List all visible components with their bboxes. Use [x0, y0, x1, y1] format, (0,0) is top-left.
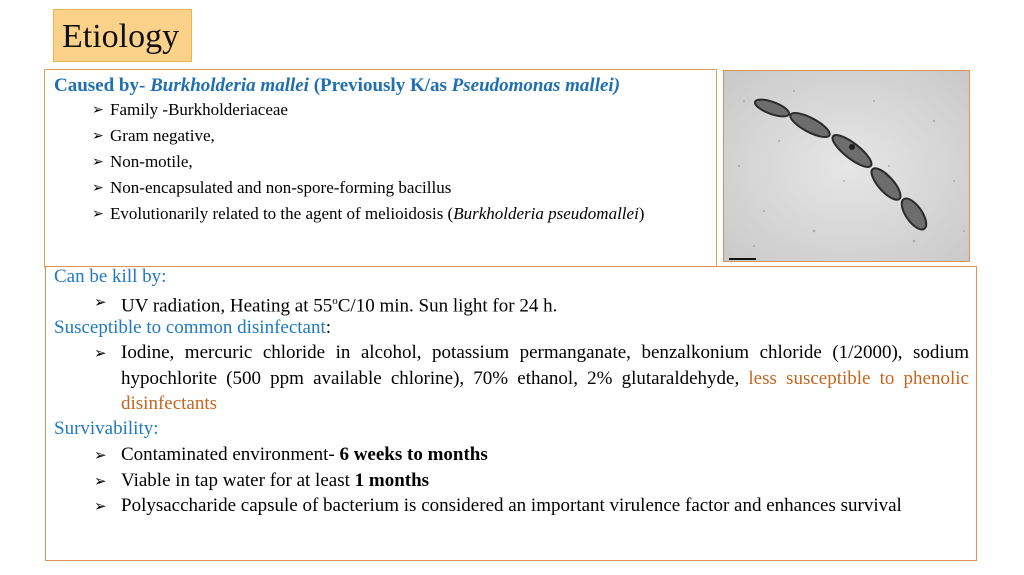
cause-box	[44, 69, 717, 268]
survivability-heading: Survivability:	[54, 418, 159, 439]
disinfectant-list	[94, 340, 969, 417]
list-item: ➢ Evolutionarily related to the agent of melioidosis (Burkholderia pseudomallei)	[92, 204, 645, 223]
arrow-bullet-icon: ➢	[92, 128, 104, 144]
disinfectant-heading-line: Susceptible to common disinfectant:	[54, 317, 332, 338]
disinfectant-heading: Susceptible to common disinfectant	[54, 317, 326, 338]
micrograph-image	[724, 71, 970, 262]
arrow-bullet-icon: ➢	[94, 446, 107, 464]
arrow-bullet-icon: ➢	[94, 471, 107, 490]
arrow-bullet-icon: ➢	[94, 293, 107, 311]
page-title: Etiology	[53, 9, 192, 62]
arrow-bullet-icon: ➢	[92, 102, 104, 118]
caused-by-line	[54, 75, 620, 97]
list-item: ➢ Contaminated environment- 6 weeks to months	[94, 442, 969, 468]
list-item: ➢ Viable in tap water for at least 1 months	[94, 468, 969, 494]
survivability-list	[94, 442, 969, 519]
old-organism-name: Pseudomonas mallei)	[451, 75, 621, 96]
feature-list	[92, 100, 652, 230]
list-item: ➢ Gram negative,	[92, 126, 215, 145]
arrow-bullet-icon: ➢	[92, 154, 104, 170]
list-item: ➢ Non-encapsulated and non-spore-forming bacillus	[92, 178, 452, 197]
list-item: ➢ UV radiation, Heating at 55$^o$C/10 min. Sun light for 24 h.	[94, 289, 969, 319]
list-item: ➢ Polysaccharide capsule of bacterium is considered an important virulence factor and enhances survival	[94, 493, 969, 519]
arrow-bullet-icon: ➢	[94, 344, 107, 362]
kill-heading: Can be kill by:	[54, 266, 167, 287]
organism-name: Burkholderia mallei	[150, 75, 309, 96]
list-item: ➢ Family -Burkholderiaceae	[92, 100, 288, 119]
bacterium-micrograph	[723, 70, 970, 262]
list-item: ➢ Iodine, mercuric chloride in alcohol, potassium permanganate, benzalkonium chloride (1/2000), sodium hypochlorite (500 ppm available chlorine), 70% ethanol, 2% glutaraldehyde, less susceptible to phenolic disinfectants	[94, 342, 969, 414]
degree-superscript: o	[332, 295, 338, 307]
list-item: ➢ Non-motile,	[92, 152, 193, 171]
caused-middle: (Previously K/as	[308, 75, 452, 96]
arrow-bullet-icon: ➢	[92, 206, 104, 222]
survival-box	[45, 266, 977, 561]
arrow-bullet-icon: ➢	[92, 180, 104, 196]
caused-prefix: Caused by-	[54, 75, 151, 96]
arrow-bullet-icon: ➢	[94, 497, 107, 515]
related-organism: Burkholderia pseudomallei	[453, 204, 639, 223]
phenolic-note: less susceptible to phenolic disinfectants	[121, 367, 969, 414]
